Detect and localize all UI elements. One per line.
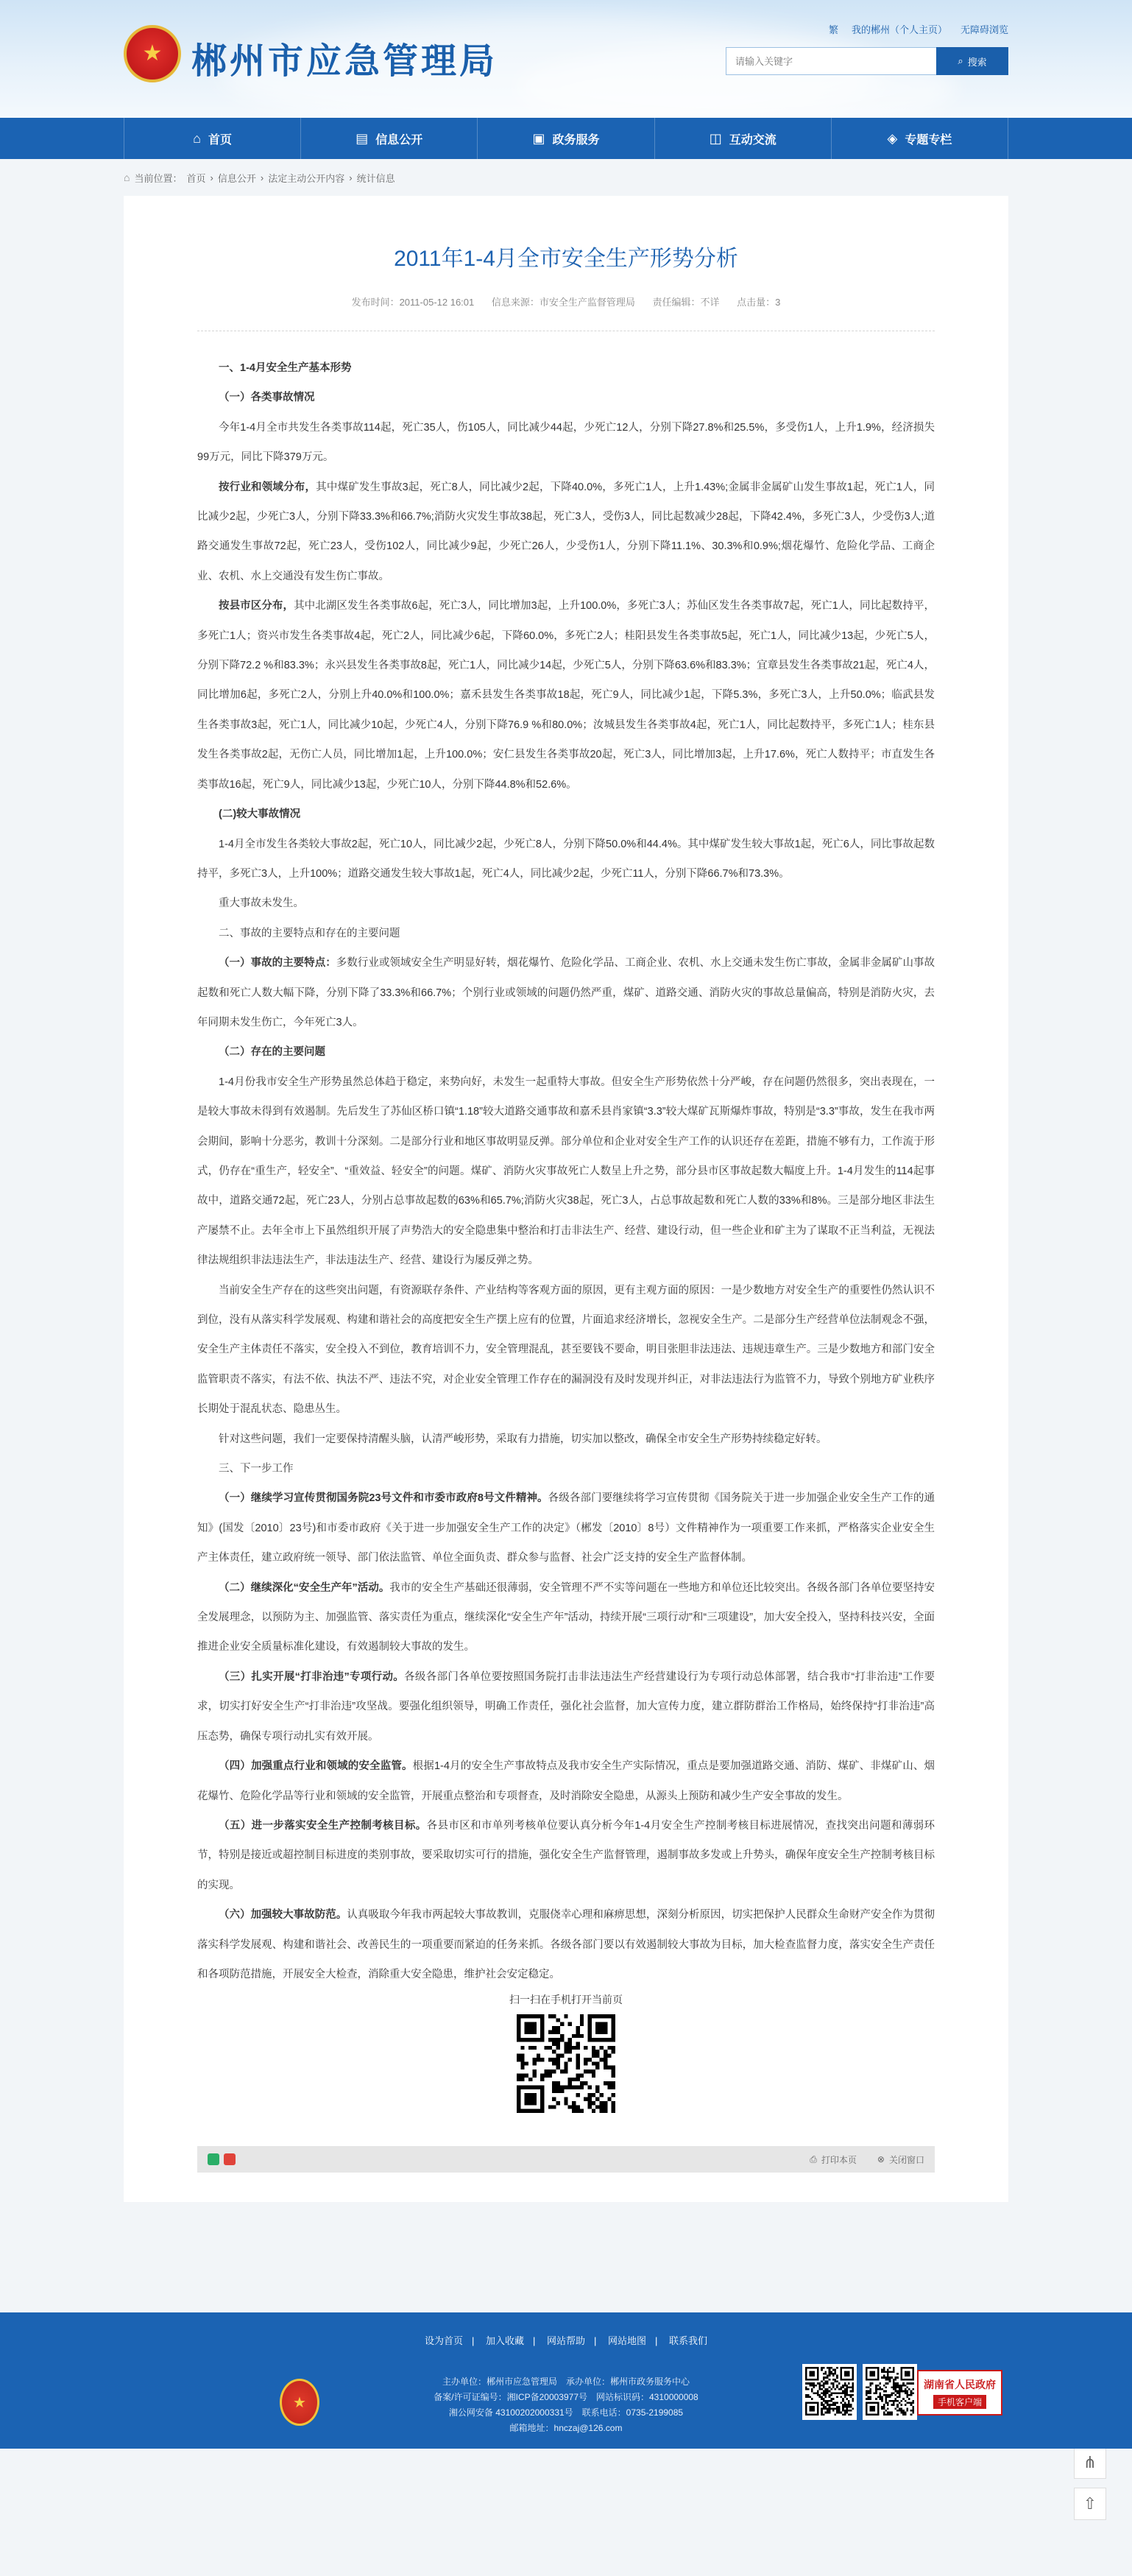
article-paragraph [197, 1573, 935, 1662]
share-bar [197, 2146, 935, 2173]
nav-item-label: 政务服务 [552, 133, 600, 147]
article-paragraph [197, 1751, 935, 1811]
search-input[interactable] [726, 47, 936, 75]
paragraph-heading: 按行业和领域分布， [219, 481, 316, 493]
gov-logo-subtitle: 手机客户端 [933, 2395, 986, 2409]
paragraph-text: 今年1-4月全市共发生各类事故114起，死亡35人，伤105人，同比减少44起，少死亡12人，分别下降27.8%和25.5%，多受伤1人，上升1.9%，经济损失99万元，同比下降379万元。 [197, 421, 935, 464]
article-paragraph [197, 1662, 935, 1751]
breadcrumb [124, 159, 1008, 196]
header [0, 0, 1132, 118]
view-count: 点击量：3 [737, 297, 781, 308]
footer-info-line: 邮箱地址：hnczaj@126.com [509, 2423, 623, 2434]
nav-item-home[interactable] [124, 118, 301, 159]
info-source: 信息来源：市安全生产监督管理局 [491, 297, 635, 308]
paragraph-text: 1-4月全市发生各类较大事故2起，死亡10人，同比减少2起，少死亡8人，分别下降50.0%和44.4%。其中煤矿发生较大事故1起，死亡6人，同比事故起数持平，多死亡3人，上升100%；道路交通发生较大事故1起，死亡4人，同比减少2起，少死亡11人，分别下降66.7%和73.3%。 [197, 838, 935, 880]
wechat-share-icon[interactable] [208, 2153, 219, 2165]
responsible-editor: 责任编辑：不详 [652, 297, 720, 308]
printer-icon: ⎙ [810, 2153, 817, 2164]
paragraph-text: 多数行业或领域安全生产明显好转，烟花爆竹、危险化学品、工商企业、农机、水上交通未发生伤亡事故，金属非金属矿山事故起数和死亡人数大幅下降，分别下降了33.3%和66.7%；个别行业或领域的问题仍然严重，煤矿、道路交通、消防火灾的事故总量偏高，特别是消防火灾，去年同期未发生伤亡，今年死亡3人。 [197, 957, 935, 1028]
paragraph-text: 其中北湖区发生各类事故6起，死亡3人，同比增加3起，上升100.0%，多死亡3人；苏仙区发生各类事故7起，死亡1人，同比起数持平，多死亡1人；资兴市发生各类事故4起，死亡2人，同比减少6起，下降60.0%，多死亡2人；桂阳县发生各类事故5起，死亡1人，同比减少13起，少死亡5人，分别下降72.2 %和83.3%；永兴县发生各类事故8起，死亡1人，同比减少14起，少死亡5人，分别下降63.6%和83.3%；宜章县发生各类事故21起，死亡4人，同比增加6起，多死亡2人，分别上升40.0%和100.0%；嘉禾县发生各类事故18起，死亡9人，同比减少1起，下降5.3%，多死亡3人，上升50.0%；临武县发生各类事故3起，死亡1人，同比减少10起，少死亡4人，分别下降76.9 %和80.0%；汝城县发生各类事故4起，死亡1人，同比起数持平，多死亡1人；桂东县发生各类事故2起，无伤亡人员，同比增加1起，上升100.0%；安仁县发生各类事故20起，死亡3人，同比增加3起，上升17.6%，死亡人数持平；市直发生各类事故16起，死亡9人，同比减少13起，少死亡10人，分别下降44.8%和52.6%。 [197, 600, 935, 791]
breadcrumb-separator: › [260, 172, 264, 183]
breadcrumb-link-home[interactable]: 首页 [186, 172, 206, 184]
breadcrumb-separator: › [210, 172, 213, 183]
footer-link-sitemap[interactable]: 网站地图 [608, 2335, 647, 2347]
breadcrumb-link-statistics[interactable]: 统计信息 [356, 172, 395, 184]
article-paragraph [197, 1425, 935, 1454]
footer-info-line: 湘公网安备 43100202000331号 联系电话：0735-2199085 [448, 2407, 684, 2418]
paragraph-text: 三、下一步工作 [219, 1463, 294, 1475]
nav-item-label: 首页 [208, 133, 233, 147]
party-gov-badge-icon[interactable]: ★ [280, 2379, 319, 2426]
document-icon: ▤ [355, 130, 369, 146]
accessibility-link[interactable]: 无障碍浏览 [960, 24, 1008, 35]
paragraph-heading: 按县市区分布， [219, 600, 294, 613]
home-icon: ⌂ [124, 172, 130, 183]
paragraph-heading: （二）存在的主要问题 [219, 1046, 325, 1059]
main-nav [0, 118, 1132, 159]
footer-link-help[interactable]: 网站帮助 [546, 2335, 585, 2347]
page-actions [810, 2153, 924, 2166]
paragraph-text: 当前安全生产存在的这些突出问题，有资源联存条件、产业结构等客观方面的原因，更有主观方面的原因：一是少数地方对安全生产的重要性仍然认识不到位，没有从落实科学发展观、构建和谐社会的高度把安全生产摆上应有的位置，片面追求经济增长，忽视安全生产。二是部分生产经营单位法制观念不强，安全生产主体责任不落实，安全投入不到位，教育培训不力，安全管理混乱，甚至要钱不要命，明目张胆非法违法、违规违章生产。三是少数地方和部门安全监管职责不落实，有法不依、执法不严、违法不究，对企业安全管理工作存在的漏洞没有及时发现并纠正，对非法违法行为监管不力，导致个别地方矿业秩序长期处于混乱状态、隐患丛生。 [197, 1284, 935, 1416]
article-paragraph [197, 1454, 935, 1483]
article-paragraph [197, 1811, 935, 1900]
close-label: 关闭窗口 [888, 2154, 924, 2165]
paragraph-text: 各级各部门要继续将学习宣传贯彻《国务院关于进一步加强企业安全生产工作的通知》(国发〔2010〕23号)和市委市政府《关于进一步加强安全生产工作的决定》（郴发〔2010〕8号）文件精神作为一项重要工作来抓，严格落实企业安全生产主体责任，建立政府统一领导、部门依法监管、单位全面负责、群众参与监督、社会广泛支持的安全生产监督体制。 [197, 1492, 935, 1564]
qr-code-icon [517, 2014, 615, 2113]
print-label: 打印本页 [821, 2154, 857, 2165]
breadcrumb-link-info[interactable]: 信息公开 [217, 172, 256, 184]
footer-link-contact[interactable]: 联系我们 [669, 2335, 708, 2347]
search-icon: ⌕ [958, 55, 963, 66]
nav-item-label: 专题专栏 [905, 133, 952, 147]
layers-icon: ◈ [887, 130, 898, 146]
paragraph-heading: （二）继续深化“安全生产年”活动。 [219, 1581, 390, 1594]
nav-item-info-disclosure[interactable] [301, 118, 478, 159]
paragraph-text: 1-4月份我市安全生产形势虽然总体趋于稳定，来势向好，未发生一起重特大事故。但安全生产形势依然十分严峻，存在问题仍然很多，突出表现在，一是较大事故未得到有效遏制。先后发生了苏仙区桥口镇“1.18”较大道路交通事故和嘉禾县肖家镇“3.3”较大煤矿瓦斯爆炸事故，特别是“3.3”事故，发生在我市两会期间，影响十分恶劣，教训十分深刻。二是部分行业和地区事故明显反弹。部分单位和企业对安全生产工作的认识还存在差距，措施不够有力，工作流于形式，仍存在“重生产，轻安全”、“重效益、轻安全”的问题。煤矿、消防火灾事故死亡人数呈上升之势，部分县市区事故起数大幅度上升。1-4月发生的114起事故中，道路交通72起，死亡23人，分别占总事故起数的63%和65.7%;消防火灾38起，死亡3人，占总事故起数和死亡人数的33%和8%。三是部分地区非法生产屡禁不止。去年全市上下虽然组织开展了声势浩大的安全隐患集中整治和打击非法生产、经营、建设行动，但一些企业和矿主为了谋取不正当利益，无视法律法规组织非法违法生产，非法违法生产、经营、建设行为屡反弹之势。 [197, 1076, 935, 1267]
article-paragraph [197, 383, 935, 412]
article [124, 196, 1008, 2202]
breadcrumb-prefix: 当前位置： [134, 172, 183, 184]
article-paragraph [197, 948, 935, 1037]
traditional-chinese-link[interactable]: 繁 [828, 24, 838, 35]
national-emblem-icon[interactable]: ★ [124, 25, 181, 82]
top-links [829, 22, 1008, 36]
nav-item-label: 互动交流 [729, 133, 777, 147]
paragraph-text: 二、事故的主要特点和存在的主要问题 [219, 927, 400, 939]
nav-item-government-services[interactable] [478, 118, 654, 159]
paragraph-heading: （三）扎实开展“打非治违”专项行动。 [219, 1670, 405, 1683]
footer-info-line: 主办单位：郴州市应急管理局 承办单位：郴州市政务服务中心 [442, 2376, 690, 2388]
article-paragraph [197, 1900, 935, 1989]
site-title[interactable]: 郴州市应急管理局 [191, 42, 498, 81]
article-paragraph [197, 591, 935, 800]
qr-title: 扫一扫在手机打开当前页 [509, 1994, 623, 2006]
publish-time: 发布时间：2011-05-12 16:01 [351, 297, 475, 308]
paragraph-text: 重大事故未发生。 [219, 897, 304, 910]
footer-link-favorite[interactable]: 加入收藏 [485, 2335, 524, 2347]
chat-icon: ◫ [709, 130, 722, 146]
paragraph-text: 我市的安全生产基础还很薄弱，安全管理不严不实等问题在一些地方和单位还比较突出。各级各部门各单位要坚持安全发展理念，以预防为主、加强监管、落实责任为重点，继续深化“安全生产年”活动，持续开展“三项行动”和“三项建设”，加大安全投入，坚持科技兴安，全面推进企业安全质量标准化建设，有效遏制较大事故的发生。 [197, 1581, 935, 1654]
article-paragraph [197, 353, 935, 383]
share-icons [208, 2153, 236, 2165]
article-paragraph [197, 919, 935, 948]
footer [0, 2312, 1132, 2449]
paragraph-heading: 一、1-4月安全生产基本形势 [219, 362, 352, 374]
briefcase-icon: ▣ [532, 130, 545, 146]
footer-links: 设为首页 | 加入收藏 | 网站帮助 | 网站地图 | 联系我们 [424, 2335, 708, 2347]
nav-item-interaction[interactable] [655, 118, 832, 159]
paragraph-heading: （一）继续学习宣传贯彻国务院23号文件和市委市政府8号文件精神。 [219, 1492, 548, 1505]
share-float-icon[interactable]: ⋔ [1074, 2446, 1106, 2479]
paragraph-heading: （一）事故的主要特点： [219, 957, 336, 970]
paragraph-text: 其中煤矿发生事故3起，死亡8人，同比减少2起，下降40.0%，多死亡1人，上升1.43%;金属非金属矿山发生事故1起，死亡1人，同比减少2起，少死亡3人，分别下降33.3%和66.7%;消防火灾发生事故38起，死亡3人，受伤3人，同比起数减少28起，下降42.4%，多死亡3人，少受伤3人;道路交通发生事故72起，死亡23人，受伤102人，同比减少9起，少死亡26人，少受伤1人，分别下降11.1%、30.3%和0.9%;烟花爆竹、危险化学品、工商企业、农机、水上交通没有发生伤亡事故。 [197, 481, 935, 582]
article-content [197, 353, 935, 1989]
article-paragraph [197, 1037, 935, 1067]
paragraph-text: 认真吸取今年我市两起较大事故教训，克服侥幸心理和麻痹思想，深刻分析原因，切实把保护人民群众生命财产安全作为贯彻落实科学发展观、构建和谐社会、改善民生的一项重要而紧迫的任务来抓。各级各部门要以有效遏制较大事故为目标，加大检查监督力度，落实安全生产责任和各项防范措施，开展安全大检查，消除重大安全隐患，维护社会安定稳定。 [197, 1909, 935, 1980]
article-meta [197, 294, 935, 331]
print-button[interactable] [810, 2153, 857, 2166]
search-bar [726, 47, 1008, 75]
my-chenzhou-link[interactable]: 我的郴州（个人主页） [851, 24, 947, 35]
paragraph-heading: （五）进一步落实安全生产控制考核目标。 [219, 1819, 427, 1832]
back-to-top-icon[interactable]: ⇧ [1074, 2488, 1106, 2520]
home-icon: ⌂ [193, 130, 202, 146]
article-title: 2011年1-4月全市安全生产形势分析 [394, 247, 738, 271]
breadcrumb-separator: › [349, 172, 353, 183]
footer-info-line: 备案/许可证编号：湘ICP备20003977号 网站标识码：4310000008 [434, 2392, 698, 2403]
weibo-share-icon[interactable] [224, 2153, 236, 2165]
footer-link-set-home[interactable]: 设为首页 [424, 2335, 463, 2347]
close-icon: ⊗ [877, 2154, 885, 2165]
nav-item-special-topics[interactable] [832, 118, 1008, 159]
paragraph-heading: （一）各类事故情况 [219, 392, 315, 404]
paragraph-heading: （六）加强较大事故防范。 [219, 1909, 347, 1922]
search-button-label: 搜索 [967, 56, 987, 68]
app-qr-code-icon [863, 2364, 917, 2420]
paragraph-text: 各级各部门各单位要按照国务院打击非法违法生产经营建设行为专项行动总体部署，结合我市“打非治违”工作要求，切实打好安全生产“打非治违”攻坚战。要强化组织领导，明确工作责任，强化社会监督，加大宣传力度，建立群防群治工作格局，始终保持“打非治违”高压态势，确保专项行动扎实有效开展。 [197, 1670, 935, 1743]
search-button[interactable] [936, 47, 1008, 75]
paragraph-text: 根据1-4月的安全生产事故特点及我市安全生产实际情况，重点是要加强道路交通、消防、煤矿、非煤矿山、烟花爆竹、危险化学品等行业和领域的安全监管，开展重点整治和专项督查，及时消除安全隐患，从源头上预防和减少生产安全事故的发生。 [197, 1760, 935, 1802]
paragraph-text: 针对这些问题，我们一定要保持清醒头脑，认清严峻形势，采取有力措施，切实加以整改，确保全市安全生产形势持续稳定好转。 [219, 1433, 827, 1445]
paragraph-heading: （四）加强重点行业和领域的安全监管。 [219, 1760, 413, 1773]
article-paragraph [197, 1068, 935, 1276]
close-window-button[interactable] [877, 2153, 924, 2166]
article-paragraph [197, 1276, 935, 1425]
wechat-qr-code-icon [802, 2364, 857, 2420]
article-paragraph [197, 1483, 935, 1573]
breadcrumb-link-statutory[interactable]: 法定主动公开内容 [268, 172, 345, 184]
article-paragraph [197, 830, 935, 889]
nav-item-label: 信息公开 [375, 133, 423, 147]
article-paragraph [197, 889, 935, 918]
article-paragraph [197, 413, 935, 473]
hunan-gov-app-logo[interactable] [917, 2370, 1002, 2416]
article-paragraph [197, 800, 935, 829]
paragraph-heading: (二)较大事故情况 [219, 808, 301, 821]
gov-logo-title: 湖南省人民政府 [924, 2378, 996, 2390]
qr-block [197, 1992, 935, 2146]
paragraph-text: 各县市区和市单列考核单位要认真分析今年1-4月安全生产控制考核目标进展情况，查找突出问题和薄弱环节，特别是接近或超控制目标进度的类别事故，要采取切实可行的措施，强化安全生产监督管理，遏制事故多发或上升势头，确保年度安全生产控制考核目标的实现。 [197, 1819, 935, 1891]
article-paragraph [197, 473, 935, 592]
